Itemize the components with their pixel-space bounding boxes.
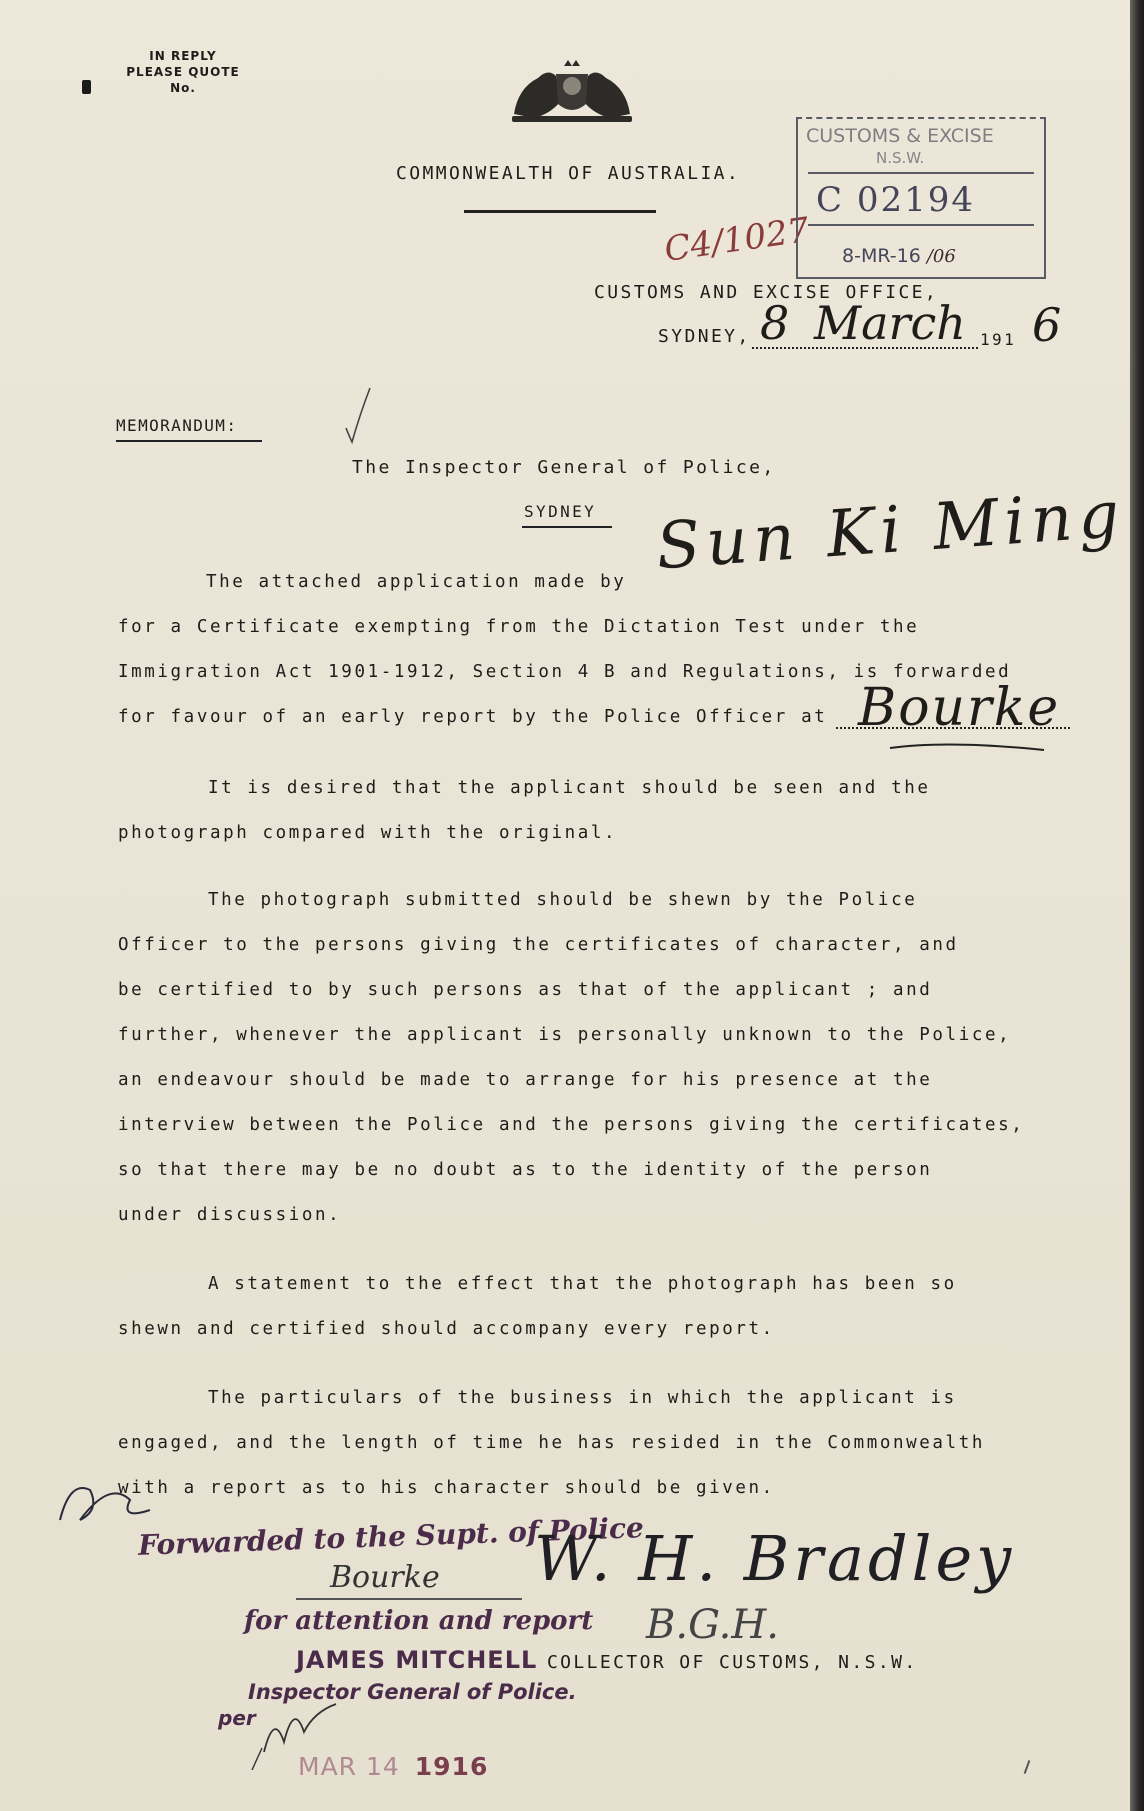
paragraph-3-line-6: interview between the Police and the persons giving the certificates,	[118, 1115, 1025, 1135]
received-date-stamp	[298, 1752, 488, 1781]
paragraph-3-line-1: The photograph submitted should be shewn by the Police	[208, 890, 918, 910]
memo-label: MEMORANDUM:	[116, 416, 238, 435]
coat-of-arms-icon	[504, 58, 640, 124]
heading-rule	[464, 210, 656, 213]
paragraph-2-line-1: It is desired that the applicant should be seen and the	[208, 778, 931, 798]
annotation-attention: for attention and report	[244, 1606, 594, 1636]
paragraph-5-line-2: engaged, and the length of time he has resided in the Commonwealth	[118, 1433, 985, 1453]
paragraph-1-line-2: for a Certificate exempting from the Dictation Test under the	[118, 617, 920, 637]
paragraph-5-line-1: The particulars of the business in which the applicant is	[208, 1388, 957, 1408]
date-month: March	[814, 296, 966, 350]
addressee-underline	[522, 526, 612, 528]
received-year: 1916	[414, 1752, 489, 1781]
annotation-initials: B.G.H.	[646, 1602, 779, 1648]
paragraph-3-line-5: an endeavour should be made to arrange for his presence at the	[118, 1070, 933, 1090]
stamp-date-text: 8-MR-16	[842, 245, 921, 267]
date-year-printed: 191	[980, 330, 1017, 349]
paragraph-3-line-8: under discussion.	[118, 1205, 342, 1225]
applicant-name: Sun Ki Ming	[653, 477, 1128, 585]
paragraph-5-line-3: with a report as to his character should be given.	[118, 1478, 775, 1498]
ink-blot-mark	[82, 80, 91, 94]
office-line: CUSTOMS AND EXCISE OFFICE,	[594, 282, 939, 303]
paragraph-3-line-2: Officer to the persons giving the certificates of character, and	[118, 935, 959, 955]
stamp-top-text: CUSTOMS & EXCISE	[806, 125, 994, 147]
stamp-number-box	[808, 172, 1034, 226]
reply-line-2: PLEASE QUOTE	[126, 65, 240, 79]
reply-line-1: IN REPLY	[149, 49, 217, 63]
stamp-sub-text: N.S.W.	[876, 149, 925, 167]
annotation-forwarded: Forwarded to the Supt. of Police	[137, 1511, 645, 1562]
signatory-title: COLLECTOR OF CUSTOMS, N.S.W.	[546, 1652, 918, 1673]
page-edge-shadow	[1130, 0, 1144, 1811]
paragraph-2-line-2: photograph compared with the original.	[118, 823, 618, 843]
paragraph-3-line-7: so that there may be no doubt as to the identity of the person	[118, 1160, 933, 1180]
paragraph-3-line-3: be certified to by such persons as that of the applicant ; and	[118, 980, 933, 1000]
police-stamp-title: Inspector General of Police.	[248, 1680, 577, 1704]
tick-mark-icon	[342, 384, 372, 446]
stamp-number: C 02194	[816, 180, 975, 220]
paragraph-4-line-2: shewn and certified should accompany every report.	[118, 1319, 775, 1339]
office-city: SYDNEY,	[658, 326, 751, 347]
reply-line-3: No.	[170, 81, 196, 95]
paragraph-1-line-3: Immigration Act 1901-1912, Section 4 B and Regulations, is forwarded	[118, 662, 1012, 682]
stamp-date-suffix: /06	[926, 246, 956, 267]
paragraph-1-line-1: The attached application made by	[206, 572, 627, 592]
handwritten-reference: C4/1027	[661, 210, 812, 270]
annotation-place-underline	[296, 1598, 522, 1600]
customs-stamp	[796, 117, 1046, 279]
location-flourish	[888, 736, 1048, 756]
received-month-day: MAR 14	[298, 1752, 400, 1781]
addressee-line-1: The Inspector General of Police,	[352, 457, 776, 478]
stamp-date	[842, 245, 956, 267]
date-year-hand: 6	[1032, 298, 1062, 352]
corner-mark	[1024, 1760, 1031, 1774]
date-day: 8	[760, 296, 790, 350]
annotation-place: Bourke	[330, 1560, 440, 1595]
police-stamp-per: per	[218, 1706, 256, 1730]
signatory-block	[296, 1646, 918, 1674]
addressee-line-2: SYDNEY	[524, 502, 597, 521]
memo-underline	[116, 440, 262, 442]
paragraph-1-line-4: for favour of an early report by the Police Officer at	[118, 707, 828, 727]
police-officer-location: Bourke	[858, 678, 1061, 738]
signature: W. H. Bradley	[534, 1522, 1016, 1595]
reply-reference-block	[112, 48, 254, 96]
paragraph-3-line-4: further, whenever the applicant is personally unknown to the Police,	[118, 1025, 1012, 1045]
signatory-name: JAMES MITCHELL	[296, 1646, 538, 1674]
heading-commonwealth: COMMONWEALTH OF AUSTRALIA.	[396, 163, 741, 184]
paragraph-4-line-1: A statement to the effect that the photograph has been so	[208, 1274, 957, 1294]
